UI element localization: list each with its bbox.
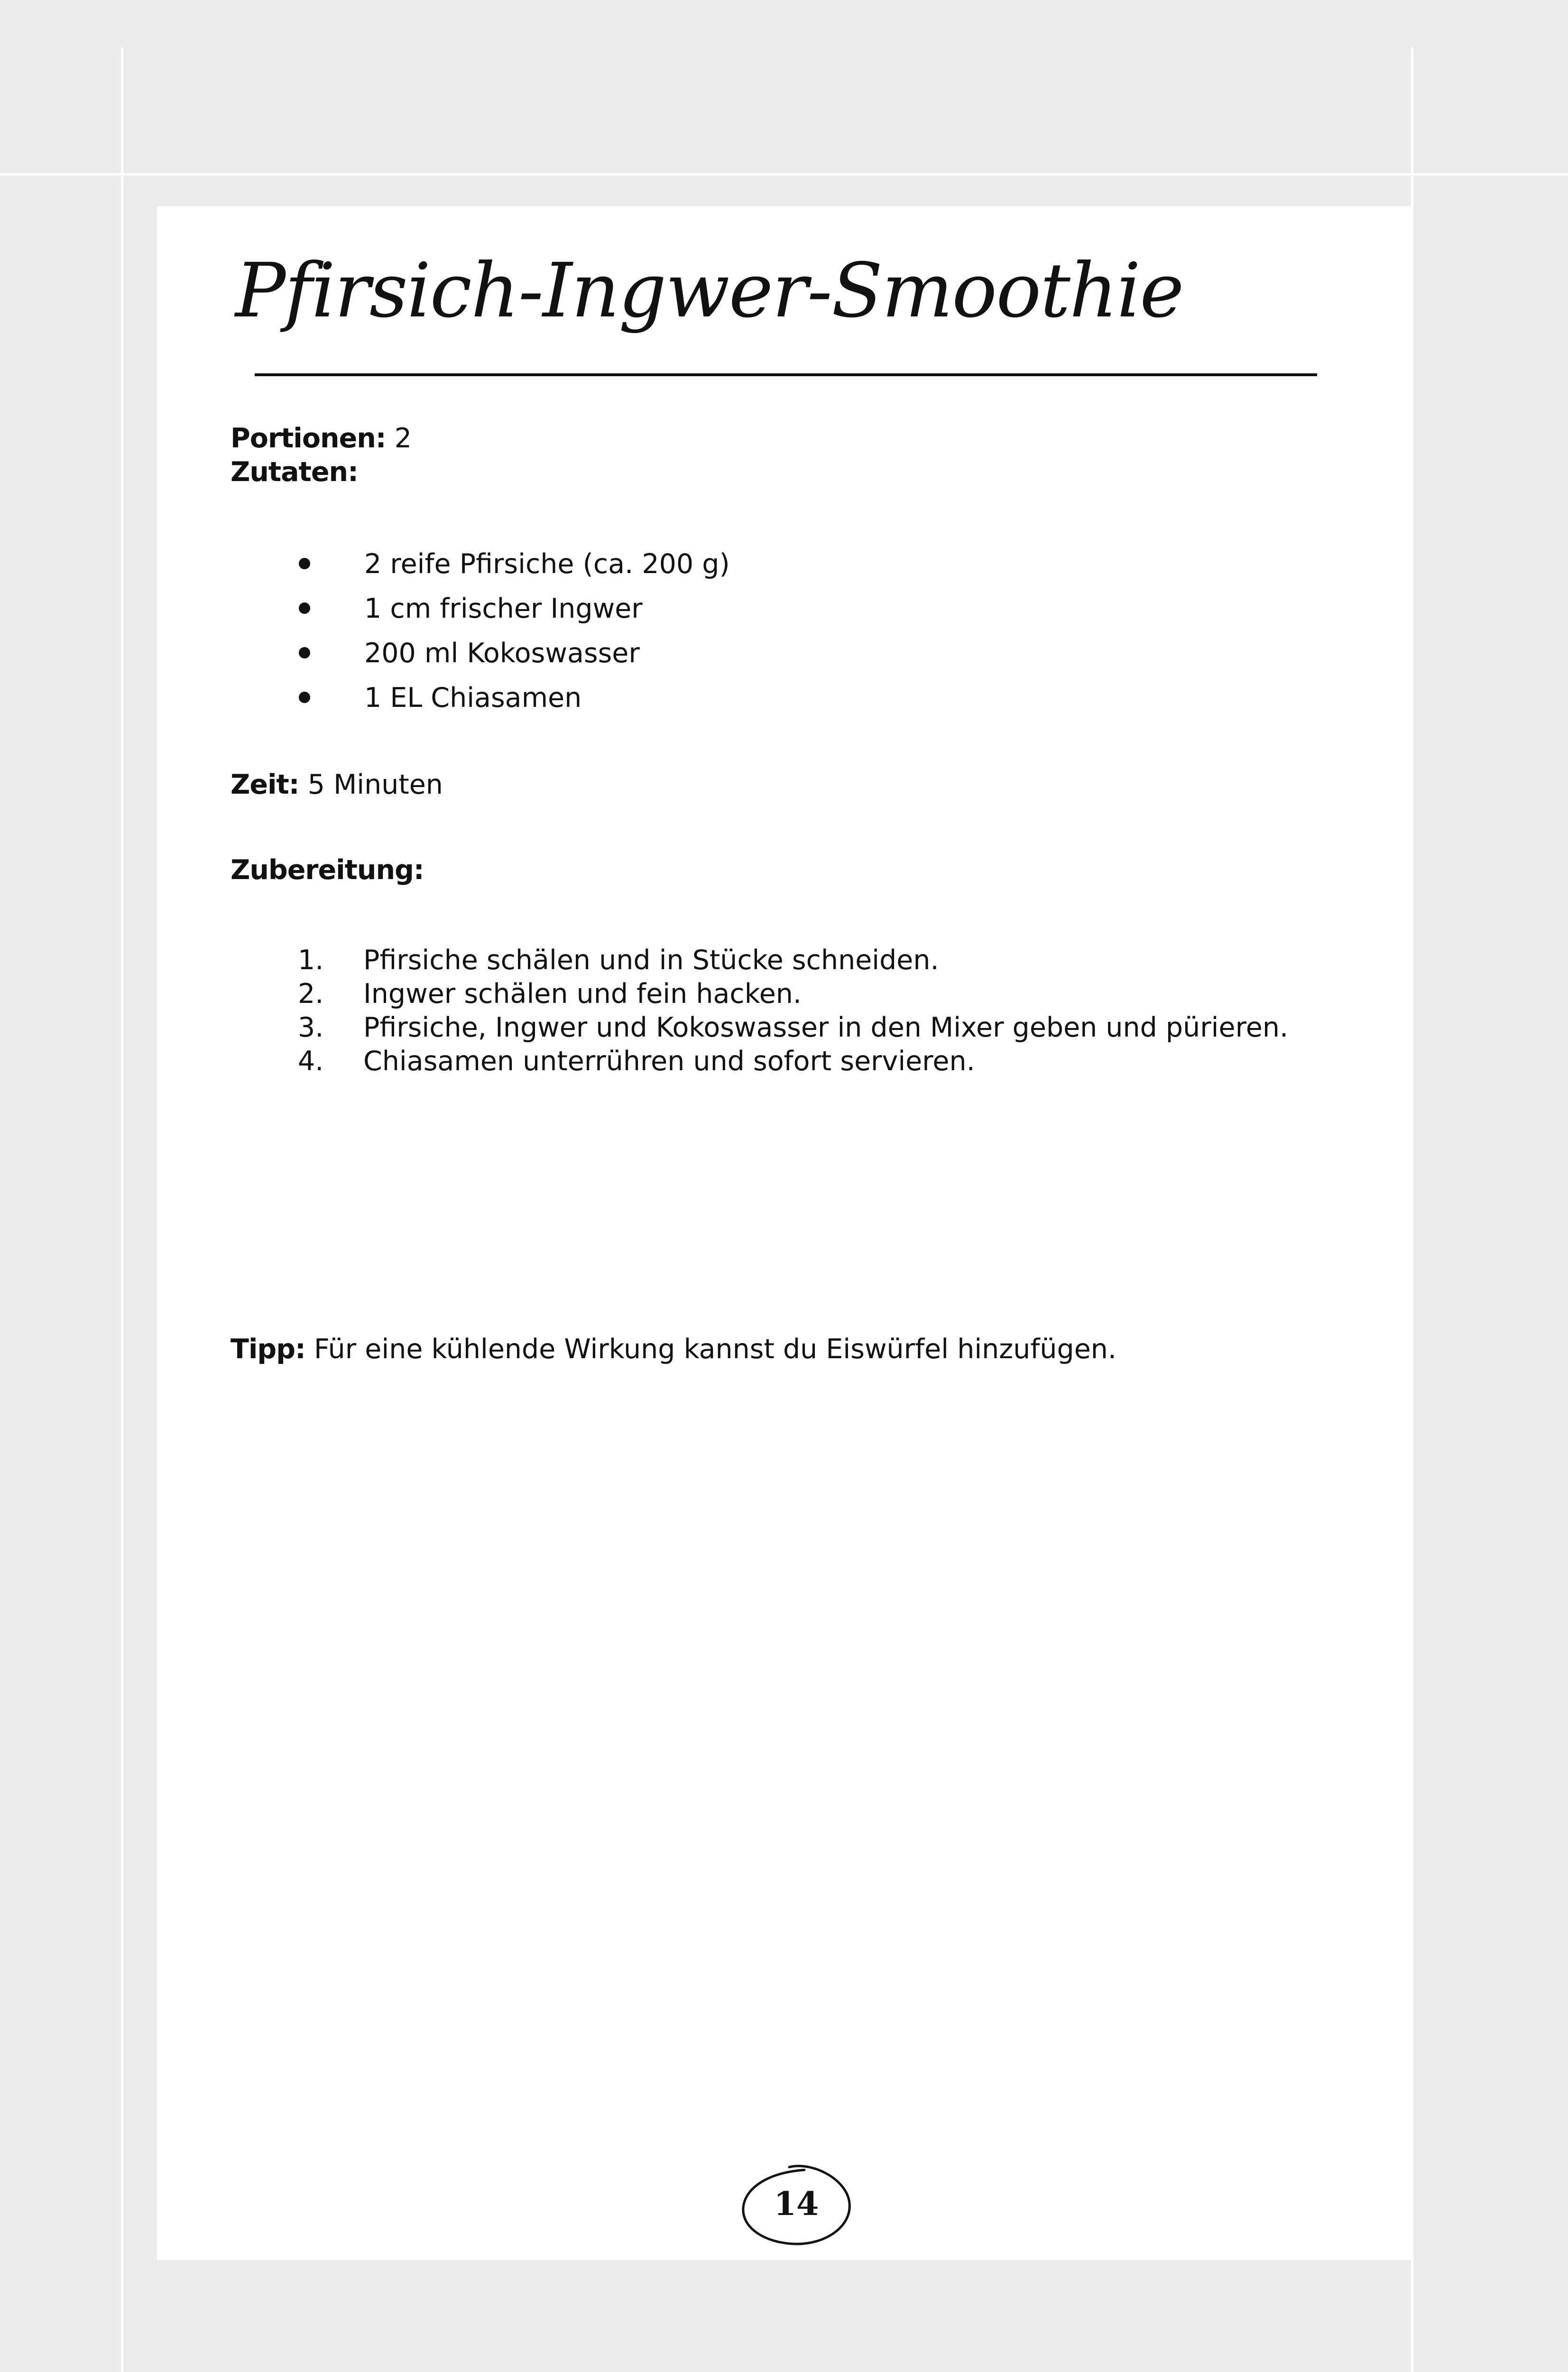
preparation-heading <box>231 853 424 887</box>
step-item <box>157 944 1295 977</box>
ingredient-item <box>157 637 821 670</box>
page-number-badge <box>737 2160 856 2251</box>
ingredients-label: Zutaten: <box>231 456 358 488</box>
recipe-page <box>157 206 1413 2260</box>
step-item <box>157 977 1295 1011</box>
step-text: Pfirsiche schälen und in Stücke schneiden. <box>363 945 939 976</box>
time-label: Zeit: <box>231 769 299 800</box>
tip-line <box>231 1333 1116 1366</box>
tip-value: Für eine kühlende Wirkung kannst du Eiswürfel hinzufügen. <box>314 1334 1117 1365</box>
title-underline <box>255 373 1317 376</box>
ingredient-item <box>157 681 821 715</box>
crop-mark-top <box>0 173 1568 176</box>
step-number: 3. <box>298 1012 324 1043</box>
step-item <box>157 1045 1295 1078</box>
step-item <box>157 1011 1295 1045</box>
ingredients-heading <box>231 455 358 489</box>
servings-value: 2 <box>394 423 412 454</box>
ingredient-text: 200 ml Kokoswasser <box>364 638 640 669</box>
ingredient-item <box>157 547 821 581</box>
ingredient-text: 2 reife Pfirsiche (ca. 200 g) <box>364 548 730 580</box>
step-text: Chiasamen unterrühren und sofort servieren. <box>363 1046 975 1077</box>
bullet-icon <box>299 558 310 569</box>
crop-mark-left <box>121 47 123 2372</box>
ingredient-text: 1 EL Chiasamen <box>364 682 582 713</box>
preparation-label: Zubereitung: <box>231 854 424 886</box>
page-number: 14 <box>774 2185 819 2223</box>
bullet-icon <box>299 647 310 658</box>
time-line <box>231 768 443 802</box>
step-text: Ingwer schälen und fein hacken. <box>363 978 802 1010</box>
tip-label: Tipp: <box>231 1334 305 1365</box>
time-value: 5 Minuten <box>307 769 443 800</box>
step-number: 4. <box>298 1046 324 1077</box>
servings-label: Portionen: <box>231 423 386 454</box>
bullet-icon <box>299 602 310 614</box>
step-text: Pfirsiche, Ingwer und Kokoswasser in den Mixer geben und pürieren. <box>363 1012 1289 1043</box>
recipe-title: Pfirsich-Ingwer-Smoothie <box>235 247 1183 334</box>
step-number: 1. <box>298 945 324 976</box>
ingredient-text: 1 cm frischer Ingwer <box>364 593 643 624</box>
step-number: 2. <box>298 978 324 1010</box>
ingredient-item <box>157 592 821 626</box>
bullet-icon <box>299 692 310 703</box>
servings-line <box>231 422 412 455</box>
